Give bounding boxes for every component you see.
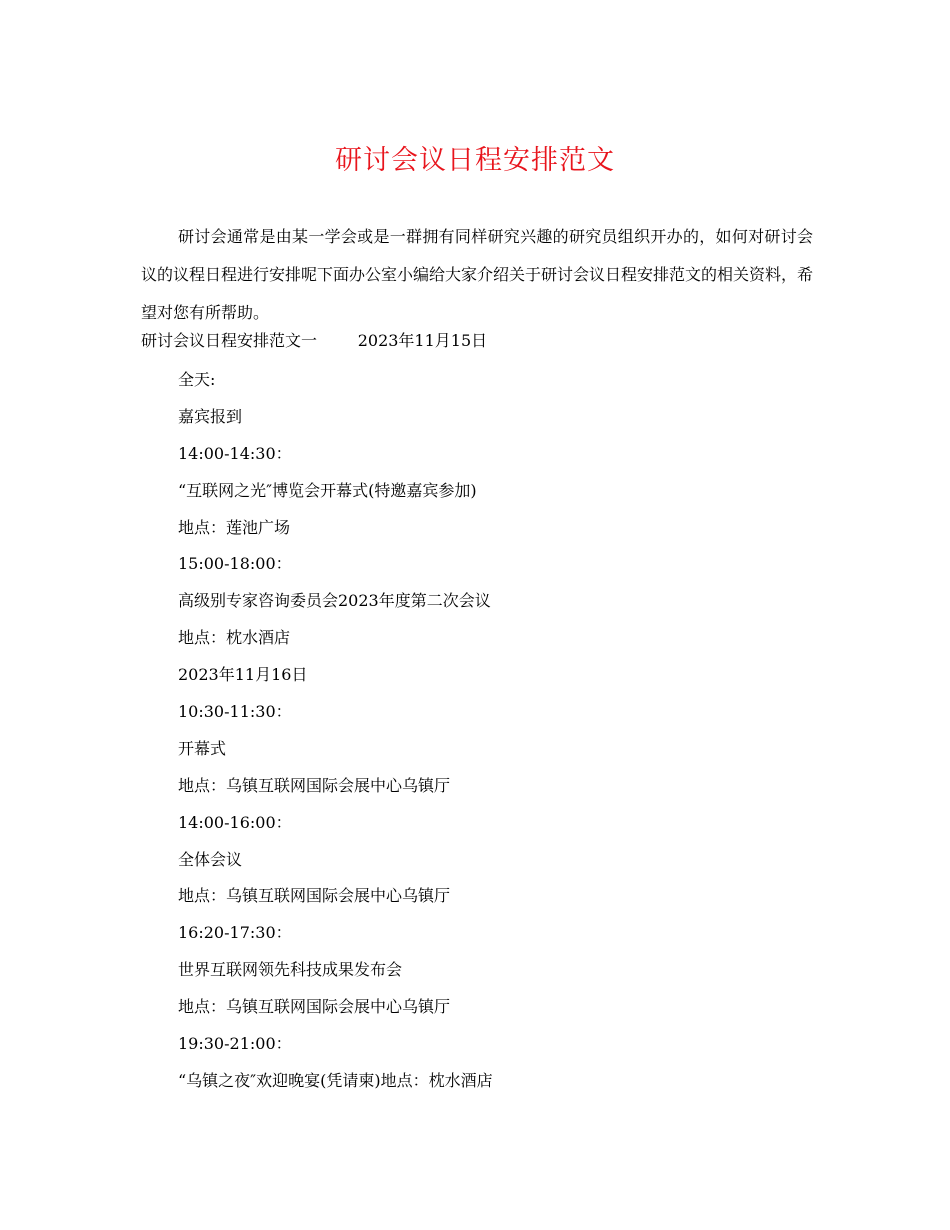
section-heading: 研讨会议日程安排范文一 <box>141 331 318 350</box>
schedule-line: 全天: <box>178 370 216 389</box>
schedule-line: 高级别专家咨询委员会2023年度第二次会议 <box>178 591 491 611</box>
schedule-line: 15:00-18:00： <box>178 554 292 574</box>
schedule-line: “乌镇之夜″欢迎晚宴(凭请柬)地点：枕水酒店 <box>178 1070 493 1090</box>
schedule-line: 地点：枕水酒店 <box>178 628 291 648</box>
schedule-list <box>178 367 493 1105</box>
schedule-line: 14:00-14:30： <box>178 443 292 463</box>
intro-paragraph: 研讨会通常是由某一学会或是一群拥有同样研究兴趣的研究员组织开办的，如何对研讨会议的议程日程进行安排呢下面办公室小编给大家介绍关于研讨会议日程安排范文的相关资料，希望对您有所帮助。 <box>141 227 814 322</box>
schedule-line: 地点：乌镇互联网国际会展中心乌镇厅 <box>178 886 451 906</box>
schedule-line: 16:20-17:30： <box>178 923 292 943</box>
schedule-line: 19:30-21:00： <box>178 1034 292 1054</box>
document-title: 研讨会议日程安排范文 <box>335 145 615 176</box>
schedule-line: 地点：莲池广场 <box>178 517 291 537</box>
schedule-line: 世界互联网领先科技成果发布会 <box>178 960 403 980</box>
schedule-line: 地点：乌镇互联网国际会展中心乌镇厅 <box>178 775 451 795</box>
schedule-line: 14:00-16:00： <box>178 812 292 832</box>
section-date: 2023年11月15日 <box>357 331 488 350</box>
schedule-line: 嘉宾报到 <box>178 406 243 426</box>
schedule-line: “互联网之光″博览会开幕式(特邀嘉宾参加) <box>178 480 477 500</box>
schedule-line: 开幕式 <box>178 738 227 758</box>
schedule-line: 全体会议 <box>178 849 243 869</box>
section-heading-line <box>141 328 487 354</box>
schedule-line: 地点：乌镇互联网国际会展中心乌镇厅 <box>178 997 451 1017</box>
schedule-line: 10:30-11:30： <box>178 702 292 722</box>
schedule-line: 2023年11月16日 <box>178 665 308 685</box>
